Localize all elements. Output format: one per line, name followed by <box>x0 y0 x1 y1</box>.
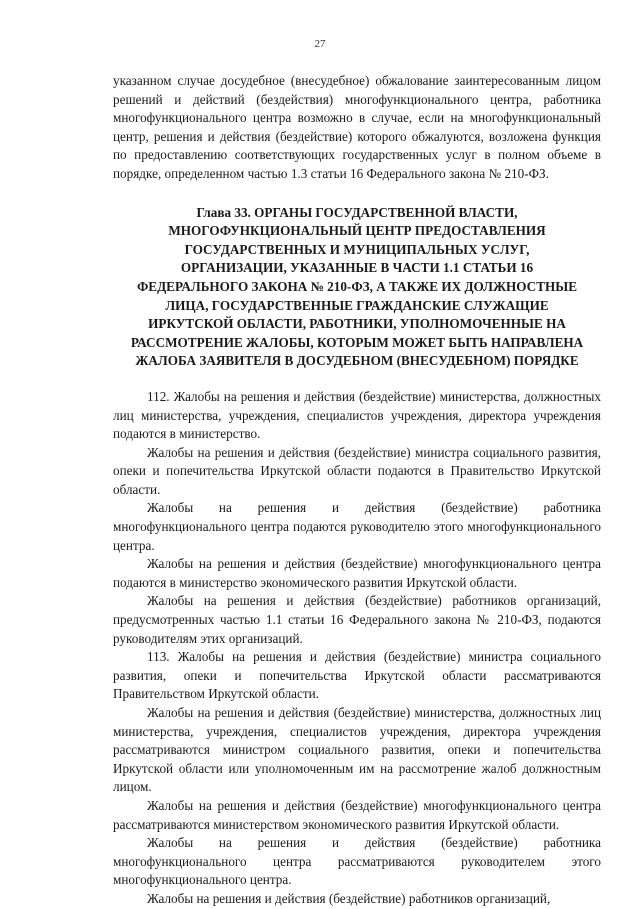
chapter-title-line: РАССМОТРЕНИЕ ЖАЛОБЫ, КОТОРЫМ МОЖЕТ БЫТЬ НАПРАВЛЕНА <box>130 334 584 350</box>
chapter-title <box>113 204 601 371</box>
chapter-title-line: ЖАЛОБА ЗАЯВИТЕЛЯ В ДОСУДЕБНОМ (ВНЕСУДЕБНОМ) ПОРЯДКЕ <box>135 353 579 369</box>
paragraph: Жалобы на решения и действия (бездействие) работника многофункционального центра рассматриваются руководителем этого многофункционального центра. <box>113 835 601 888</box>
document-body <box>113 72 601 909</box>
chapter-title-line: ФЕДЕРАЛЬНОГО ЗАКОНА № 210-ФЗ, А ТАКЖЕ ИХ ДОЛЖНОСТНЫЕ <box>136 278 577 294</box>
page-number: 27 <box>314 38 326 50</box>
paragraph: Жалобы на решения и действия (бездействие) многофункционального центра рассматриваются министерством экономического развития Иркутской области. <box>113 797 601 832</box>
chapter-title-line: ЛИЦА, ГОСУДАРСТВЕННЫЕ ГРАЖДАНСКИЕ СЛУЖАЩИЕ <box>165 297 549 313</box>
chapter-title-line: Глава 33. ОРГАНЫ ГОСУДАРСТВЕННОЙ ВЛАСТИ, <box>196 204 518 220</box>
chapter-title-line: МНОГОФУНКЦИОНАЛЬНЫЙ ЦЕНТР ПРЕДОСТАВЛЕНИЯ <box>168 223 546 239</box>
paragraph-112: 112. Жалобы на решения и действия (бездействие) министерства, должностных лиц министерства, учреждения, специалистов учреждения, директора учреждения подаются в министерство. <box>113 388 601 442</box>
paragraph: Жалобы на решения и действия (бездействие) многофункционального центра подаются в министерство экономического развития Иркутской области. <box>113 556 601 590</box>
intro-paragraph: указанном случае досудебное (внесудебное) обжалование заинтересованным лицом решений и действий (бездействия) многофункционального центра, работника многофункционального центра возможно в случае, если на многофункциональный центр, решения и действия (бездействие) которого обжалуются, возложена функция по предоставлению соответствующих государственных услуг в полном объеме в порядке, определенном частью 1.3 статьи 16 Федерального закона № 210-ФЗ. <box>113 73 601 181</box>
chapter-title-line: ГОСУДАРСТВЕННЫХ И МУНИЦИПАЛЬНЫХ УСЛУГ, <box>184 241 530 257</box>
paragraph: Жалобы на решения и действия (бездействие) министра социального развития, опеки и попечительства Иркутской области подаются в Правительство Иркутской области. <box>113 444 601 497</box>
paragraph-113: 113. Жалобы на решения и действия (бездействие) министра социального развития, опеки и попечительства Иркутской области рассматриваются Правительством Иркутской области. <box>113 649 601 702</box>
chapter-title-line: ОРГАНИЗАЦИИ, УКАЗАННЫЕ В ЧАСТИ 1.1 СТАТЬИ 16 <box>180 260 534 276</box>
paragraph: Жалобы на решения и действия (бездействие) министерства, должностных лиц министерства, учреждения, специалистов учреждения, директора учреждения рассматриваются министром социального развития, опеки и попечительства Иркутской области или уполномоченным им на рассмотрение жалоб должностным лицом. <box>113 705 601 795</box>
paragraph: Жалобы на решения и действия (бездействие) работников организаций, <box>147 890 551 906</box>
paragraph: Жалобы на решения и действия (бездействие) работников организаций, предусмотренных частью 1.1 статьи 16 Федерального закона № 210-ФЗ, подаются руководителям этих организаций. <box>113 593 601 646</box>
paragraph: Жалобы на решения и действия (бездействие) работника многофункционального центра подаются руководителю этого многофункционального центра. <box>113 500 601 553</box>
chapter-title-line: ИРКУТСКОЙ ОБЛАСТИ, РАБОТНИКИ, УПОЛНОМОЧЕННЫЕ НА <box>148 316 566 332</box>
